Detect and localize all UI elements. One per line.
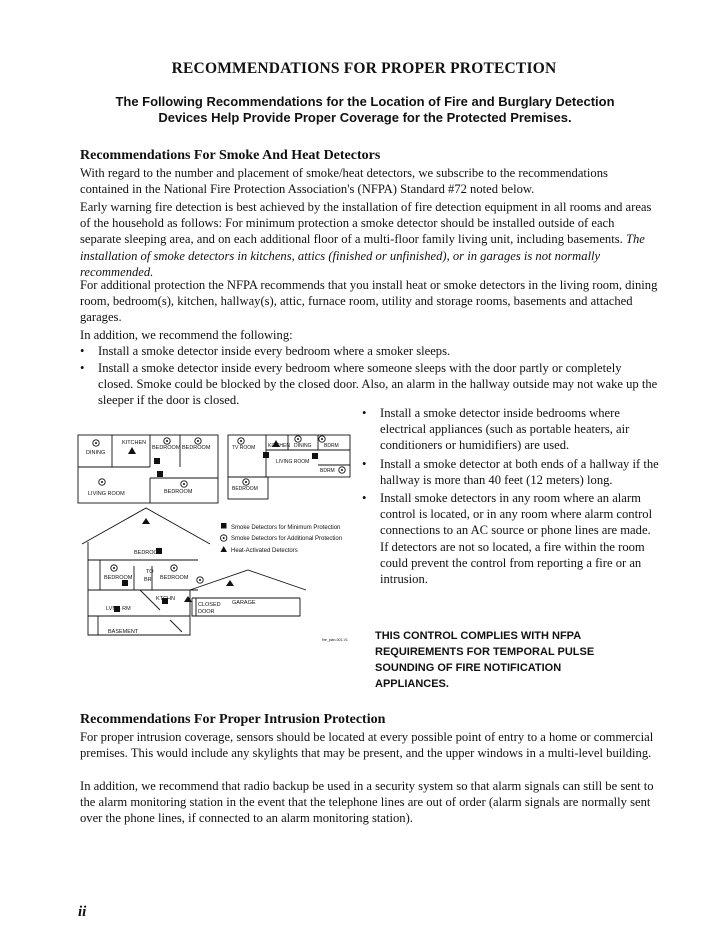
bullet-item bbox=[80, 343, 655, 359]
nfpa-notice: THIS CONTROL COMPLIES WITH NFPA REQUIREMENTS FOR TEMPORAL PULSE SOUNDING OF FIRE NOTIFICATION APPLIANCES. bbox=[375, 630, 595, 690]
figure-legend bbox=[221, 523, 343, 554]
detector-placement-figure bbox=[70, 430, 365, 655]
bullet-item bbox=[362, 405, 662, 454]
room-label: TV ROOM bbox=[232, 445, 256, 451]
room-label: BR bbox=[144, 577, 152, 583]
smoke-minimum-icon bbox=[157, 471, 163, 477]
room-label: DOOR bbox=[198, 609, 215, 615]
bullet-icon: • bbox=[80, 344, 85, 358]
heat-detector-icon bbox=[226, 580, 234, 586]
intrusion-paragraph-1: For proper intrusion coverage, sensors should be located at every possible point of entry to a home or commercial premises. This would include any skylights that may be present, and the upper windows in a multi-level building. bbox=[80, 730, 654, 761]
smoke-paragraph-2-text: Early warning fire detection is best achieved by the installation of fire detection equipment in all rooms and areas of the household as follows: For minimum protection a smoke detector should be installed outside of each separate sleeping area, and on each additional floor of a multi-floor family living unit, including basements. bbox=[80, 200, 652, 247]
bullet-text: Install smoke detectors in any room where an alarm control is located, or in any room where alarm control connections to an AC source or phone lines are made. If detectors are not so located, a fire within the room could prevent the control from reporting a fire or an intrusion. bbox=[380, 491, 653, 587]
bullet-item bbox=[362, 456, 662, 488]
heat-detector-icon bbox=[128, 447, 136, 454]
smoke-additional-icon bbox=[319, 436, 325, 442]
room-label: GARAGE bbox=[232, 600, 256, 606]
page-subtitle: The Following Recommendations for the Location of Fire and Burglary Detection Devices Help Provide Proper Coverage for the Protected Premises. bbox=[115, 94, 615, 125]
room-label: LIVING ROOM bbox=[88, 491, 125, 497]
room-label: TO bbox=[146, 569, 154, 575]
smoke-additional-icon bbox=[171, 565, 177, 571]
smoke-additional-icon bbox=[243, 479, 249, 485]
page-title: RECOMMENDATIONS FOR PROPER PROTECTION bbox=[171, 60, 557, 77]
bullet-text: Install a smoke detector inside bedrooms where electrical appliances (such as portable heaters, air conditioners or humidifiers) are used. bbox=[380, 406, 630, 453]
smoke-paragraph-2-italic: The installation of smoke detectors in kitchens, attics (finished or unfinished), or in garages is not normally recommended. bbox=[80, 232, 645, 279]
smoke-minimum-icon bbox=[312, 453, 318, 459]
smoke-paragraph-2 bbox=[80, 199, 658, 280]
bullet-icon: • bbox=[80, 361, 85, 375]
heat-detector-icon bbox=[142, 518, 150, 524]
smoke-additional-icon bbox=[111, 565, 117, 571]
bullet-icon: • bbox=[362, 406, 367, 420]
bullet-text: Install a smoke detector inside every bedroom where someone sleeps with the door partly or completely closed. Smoke could be blocked by the closed door. Also, an alarm in the hallway outside may not wake up the sleeper if the door is closed. bbox=[98, 361, 658, 408]
smoke-additional-icon bbox=[238, 438, 244, 444]
room-label: KITCHEN bbox=[268, 443, 290, 449]
right-bullet-list bbox=[362, 405, 662, 589]
smoke-heading: Recommendations For Smoke And Heat Detectors bbox=[80, 148, 381, 163]
figure-code: fire_plan-001-V1 bbox=[322, 638, 348, 642]
smoke-additional-icon bbox=[93, 440, 99, 446]
smoke-additional-icon bbox=[99, 479, 105, 485]
smoke-paragraph-1: With regard to the number and placement of smoke/heat detectors, we subscribe to the recommendations contained in the National Fire Protection Association's (NFPA) Standard #72 noted below. bbox=[80, 166, 608, 197]
smoke-additional-icon bbox=[195, 438, 201, 444]
smoke-paragraph-3: For additional protection the NFPA recommends that you install heat or smoke detectors in the living room, dining room, bedroom(s), kitchen, hallway(s), attic, furnace room, utility and storage rooms, basements and attached garages. bbox=[80, 278, 658, 325]
intrusion-paragraph-2: In addition, we recommend that radio backup be used in a security system so that alarm signals can still be sent to the alarm monitoring station in the event that the telephone lines are out of order (alarm signals are normally sent over the phone lines, if connected to an alarm monitoring station). bbox=[80, 779, 654, 826]
room-label: DINING bbox=[294, 443, 312, 449]
smoke-additional-icon bbox=[339, 467, 345, 473]
room-label: LIVING ROOM bbox=[276, 459, 310, 465]
smoke-minimum-icon bbox=[221, 523, 227, 529]
room-label: BDRM bbox=[320, 468, 335, 474]
room-label: BEDROOM bbox=[164, 489, 193, 495]
smoke-additional-icon bbox=[181, 481, 187, 487]
legend-label: Heat-Activated Detectors bbox=[231, 548, 298, 554]
legend-label: Smoke Detectors for Additional Protection bbox=[231, 536, 343, 542]
bullet-text: Install a smoke detector inside every bedroom where a smoker sleeps. bbox=[98, 344, 451, 358]
room-label: BEDROOM bbox=[182, 445, 211, 451]
heat-detector-icon bbox=[221, 546, 228, 552]
page-number: ii bbox=[78, 904, 87, 920]
smoke-paragraph-4: In addition, we recommend the following: bbox=[80, 328, 293, 342]
intrusion-heading: Recommendations For Proper Intrusion Protection bbox=[80, 712, 386, 727]
room-label: BEDROOM bbox=[232, 486, 258, 492]
bullet-icon: • bbox=[362, 491, 367, 506]
bullet-item bbox=[80, 360, 658, 409]
bullet-icon: • bbox=[362, 456, 367, 471]
room-label: BASEMENT bbox=[108, 629, 139, 635]
room-label: KITCHEN bbox=[122, 440, 147, 446]
bullet-text: Install a smoke detector at both ends of a hallway if the hallway is more than 40 feet (12 meters) long. bbox=[380, 456, 659, 487]
room-label: KTCHN bbox=[156, 596, 175, 602]
room-label: BDRM bbox=[324, 443, 339, 449]
smoke-additional-icon bbox=[221, 535, 227, 541]
room-label: BEDROOM bbox=[134, 550, 163, 556]
heat-detector-icon bbox=[184, 596, 192, 602]
room-label: LVNG RM bbox=[106, 606, 131, 612]
room-label: BEDROOM bbox=[160, 575, 189, 581]
smoke-additional-icon bbox=[295, 436, 301, 442]
room-label: BEDROOM bbox=[104, 575, 133, 581]
room-label: DINING bbox=[86, 450, 106, 456]
room-label: CLOSED bbox=[198, 602, 221, 608]
smoke-minimum-icon bbox=[263, 452, 269, 458]
bullet-item bbox=[362, 490, 662, 587]
legend-label: Smoke Detectors for Minimum Protection bbox=[231, 525, 341, 531]
room-label: BEDROOM bbox=[152, 445, 181, 451]
smoke-additional-icon bbox=[197, 577, 203, 583]
smoke-minimum-icon bbox=[154, 458, 160, 464]
smoke-additional-icon bbox=[164, 438, 170, 444]
